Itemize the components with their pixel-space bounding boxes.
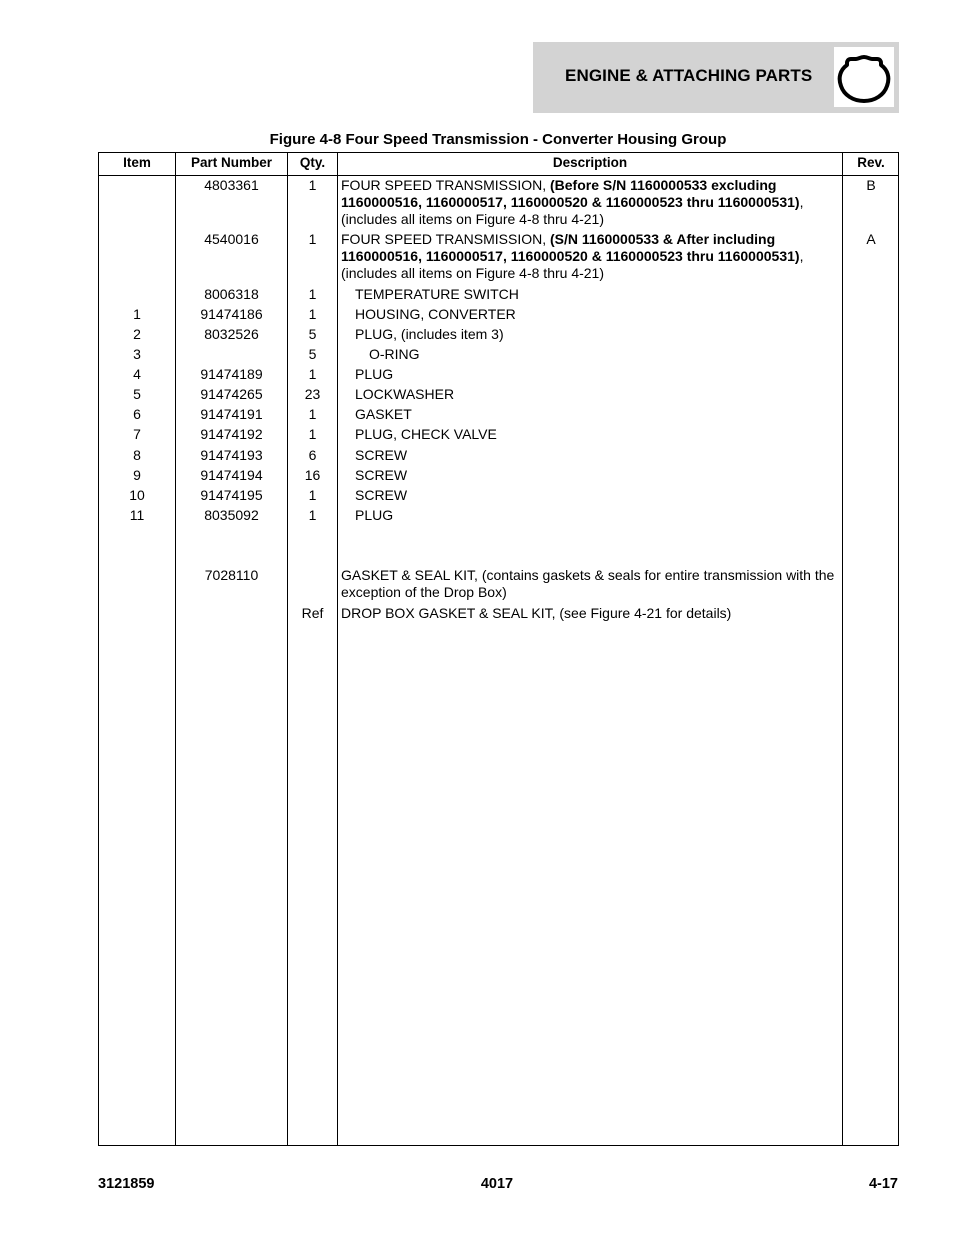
item-number: 7 xyxy=(133,426,141,442)
part-number: 91474193 xyxy=(200,447,263,463)
quantity: 1 xyxy=(308,406,317,422)
description: SCREW xyxy=(355,467,408,483)
description: O-RING xyxy=(369,346,420,362)
quantity: 5 xyxy=(308,326,317,342)
description-note: (includes all items on Figure 4-8 thru 4-21) xyxy=(341,265,605,281)
description: PLUG, CHECK VALVE xyxy=(355,426,497,442)
description xyxy=(341,231,841,282)
section-header xyxy=(533,42,899,113)
part-number: 8032526 xyxy=(204,326,259,342)
part-number: 91474265 xyxy=(200,386,263,402)
quantity: 5 xyxy=(308,346,317,362)
item-number: 10 xyxy=(129,487,145,503)
description xyxy=(341,177,841,228)
document-number: 3121859 xyxy=(98,1176,155,1192)
quantity: Ref xyxy=(301,605,324,621)
parts-table xyxy=(98,152,899,1146)
column-header-description: Description xyxy=(552,155,628,170)
quantity: 1 xyxy=(308,507,317,523)
description-serial-range: (S/N 1160000533 & After including xyxy=(550,231,776,247)
description-text: GASKET & SEAL KIT, (contains gaskets & seals for entire transmission with the xyxy=(341,567,835,583)
quantity: 1 xyxy=(308,426,317,442)
description: PLUG xyxy=(355,507,394,523)
item-number: 2 xyxy=(133,326,141,342)
description-serial-range: (Before S/N 1160000533 excluding xyxy=(550,177,777,193)
description: SCREW xyxy=(355,487,408,503)
engine-icon xyxy=(834,47,894,107)
header-divider xyxy=(99,175,898,176)
description: HOUSING, CONVERTER xyxy=(355,306,516,322)
part-number: 4540016 xyxy=(204,231,259,247)
revision: B xyxy=(866,177,876,193)
part-number: 91474194 xyxy=(200,467,263,483)
quantity: 1 xyxy=(308,231,317,247)
column-header-rev: Rev. xyxy=(857,155,885,170)
part-number: 8006318 xyxy=(204,286,259,302)
column-header-item: Item xyxy=(123,155,151,170)
part-number: 91474192 xyxy=(200,426,263,442)
part-number: 8035092 xyxy=(204,507,259,523)
item-number: 5 xyxy=(133,386,141,402)
description: GASKET xyxy=(355,406,412,422)
part-number: 7028110 xyxy=(204,567,259,583)
description-text: , xyxy=(799,248,804,264)
part-number: 91474195 xyxy=(200,487,263,503)
description-note: (includes all items on Figure 4-8 thru 4-21) xyxy=(341,211,605,227)
item-number: 6 xyxy=(133,406,141,422)
quantity: 23 xyxy=(304,386,321,402)
part-number: 91474186 xyxy=(200,306,263,322)
section-title: ENGINE & ATTACHING PARTS xyxy=(565,66,813,85)
description-text: exception of the Drop Box) xyxy=(341,584,507,600)
description: PLUG, (includes item 3) xyxy=(355,326,504,342)
description-text: , xyxy=(799,194,804,210)
page-number: 4-17 xyxy=(868,1176,898,1192)
quantity: 1 xyxy=(308,487,317,503)
description: DROP BOX GASKET & SEAL KIT, (see Figure 4-21 for details) xyxy=(341,605,732,621)
description: TEMPERATURE SWITCH xyxy=(355,286,519,302)
part-number: 91474191 xyxy=(200,406,263,422)
figure-title: Figure 4-8 Four Speed Transmission - Converter Housing Group xyxy=(269,131,727,148)
description: LOCKWASHER xyxy=(355,386,455,402)
quantity: 6 xyxy=(308,447,317,463)
part-number: 91474189 xyxy=(200,366,263,382)
item-number: 8 xyxy=(133,447,141,463)
column-header-qty: Qty. xyxy=(299,155,326,170)
item-number: 1 xyxy=(133,306,141,322)
description xyxy=(341,567,841,601)
revision: A xyxy=(866,231,876,247)
item-number: 11 xyxy=(129,507,145,523)
column-header-part-number: Part Number xyxy=(190,155,273,170)
page-code: 4017 xyxy=(480,1176,514,1192)
quantity: 1 xyxy=(308,177,317,193)
item-number: 3 xyxy=(133,346,141,362)
description: SCREW xyxy=(355,447,408,463)
description-serial-range: 1160000516, 1160000517, 1160000520 & 1160000523 thru 1160000531) xyxy=(341,194,800,210)
column-divider xyxy=(337,153,338,1145)
quantity: 1 xyxy=(308,366,317,382)
quantity: 1 xyxy=(308,306,317,322)
part-number: 4803361 xyxy=(204,177,259,193)
description-text: FOUR SPEED TRANSMISSION, xyxy=(341,231,550,247)
description: PLUG xyxy=(355,366,394,382)
item-number: 4 xyxy=(133,366,141,382)
quantity: 1 xyxy=(308,286,317,302)
quantity: 16 xyxy=(304,467,321,483)
description-text: FOUR SPEED TRANSMISSION, xyxy=(341,177,550,193)
description-serial-range: 1160000516, 1160000517, 1160000520 & 1160000523 thru 1160000531) xyxy=(341,248,800,264)
item-number: 9 xyxy=(133,467,141,483)
